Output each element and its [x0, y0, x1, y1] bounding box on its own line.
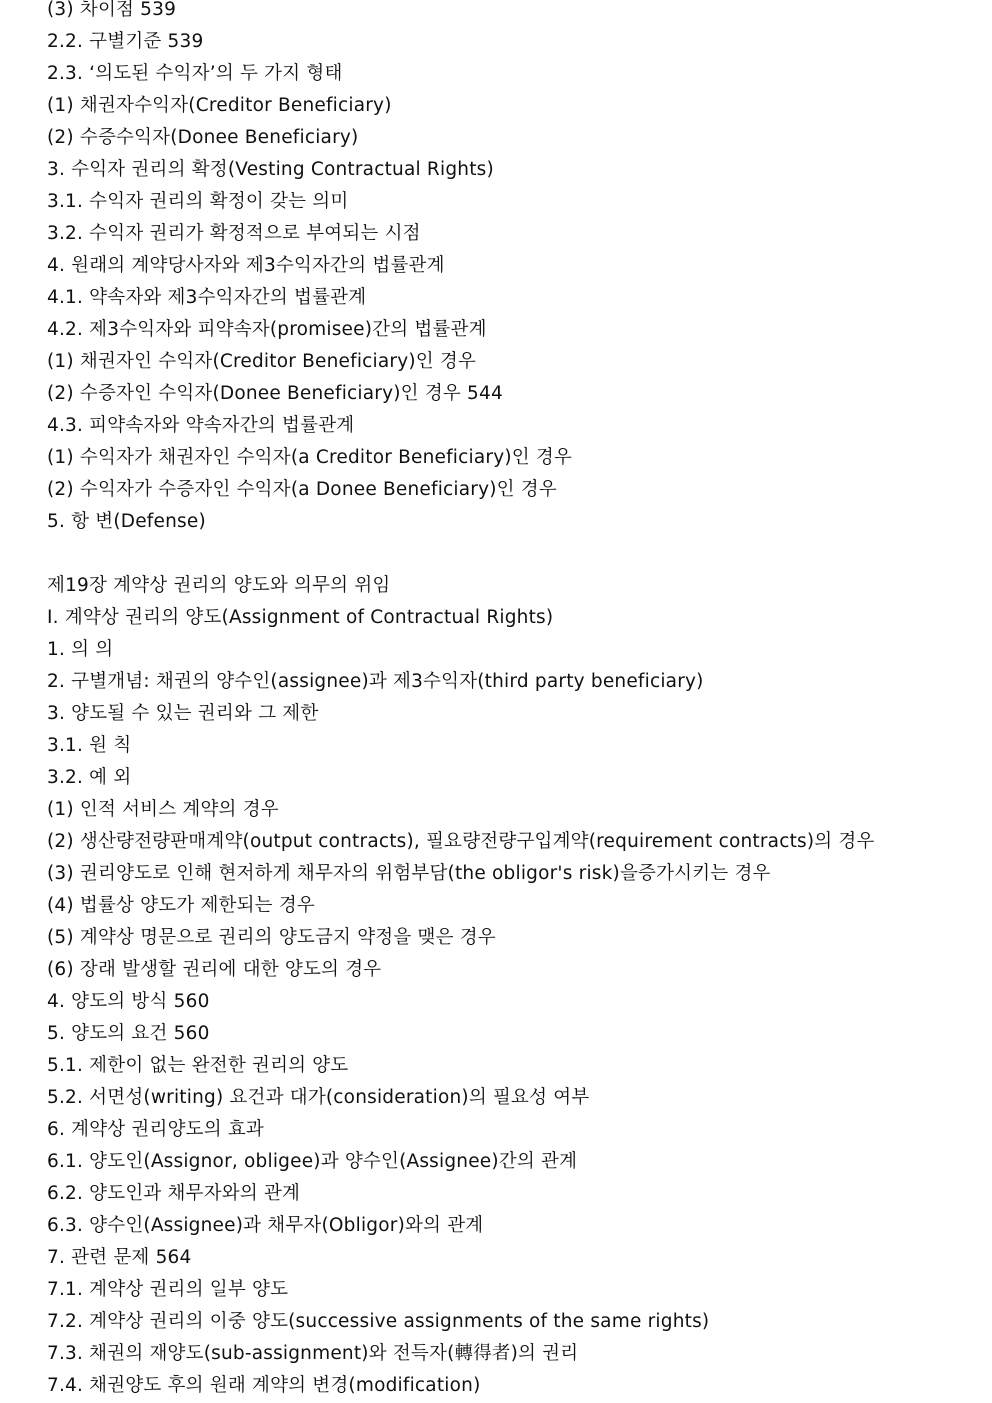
- toc-line: 4. 원래의 계약당사자와 제3수익자간의 법률관계: [47, 255, 445, 276]
- toc-line: 6.1. 양도인(Assignor, obligee)과 양수인(Assignee)간의 관계: [47, 1151, 578, 1172]
- toc-line: 1. 의 의: [47, 639, 114, 660]
- toc-line: 7.1. 계약상 권리의 일부 양도: [47, 1279, 289, 1300]
- toc-line: 4.3. 피약속자와 약속자간의 법률관계: [47, 415, 355, 436]
- toc-line: 4.2. 제3수익자와 피약속자(promisee)간의 법률관계: [47, 319, 487, 340]
- toc-line: (1) 채권자수익자(Creditor Beneficiary): [47, 95, 392, 116]
- toc-line: 7.2. 계약상 권리의 이중 양도(successive assignments of the same rights): [47, 1311, 710, 1332]
- toc-line: (3) 권리양도로 인해 현저하게 채무자의 위험부담(the obligor's risk)을증가시키는 경우: [47, 863, 771, 884]
- toc-line: (2) 수증자인 수익자(Donee Beneficiary)인 경우 544: [47, 383, 503, 404]
- toc-line: 5. 양도의 요건 560: [47, 1023, 210, 1044]
- toc-line: (2) 수익자가 수증자인 수익자(a Donee Beneficiary)인 경우: [47, 479, 557, 500]
- toc-line: (2) 생산량전량판매계약(output contracts), 필요량전량구입계약(requirement contracts)의 경우: [47, 831, 875, 852]
- toc-line: 3. 양도될 수 있는 권리와 그 제한: [47, 703, 319, 724]
- toc-line: (6) 장래 발생할 권리에 대한 양도의 경우: [47, 959, 382, 980]
- toc-line: 6. 계약상 권리양도의 효과: [47, 1119, 265, 1140]
- toc-line: 7.3. 채권의 재양도(sub-assignment)와 전득자(轉得者)의 권리: [47, 1343, 579, 1364]
- toc-line: 7. 관련 문제 564: [47, 1247, 192, 1268]
- toc-line: 2. 구별개념: 채권의 양수인(assignee)과 제3수익자(third party beneficiary): [47, 671, 704, 692]
- toc-line: 3.2. 수익자 권리가 확정적으로 부여되는 시점: [47, 223, 421, 244]
- toc-line: (1) 채권자인 수익자(Creditor Beneficiary)인 경우: [47, 351, 477, 372]
- toc-line: 3.1. 원 칙: [47, 735, 132, 756]
- toc-line: (2) 수증수익자(Donee Beneficiary): [47, 127, 359, 148]
- toc-line: 7.4. 채권양도 후의 원래 계약의 변경(modification): [47, 1375, 481, 1396]
- toc-line: 3.2. 예 외: [47, 767, 132, 788]
- chapter-heading: 제19장 계약상 권리의 양도와 의무의 위임: [47, 575, 391, 596]
- toc-line: 6.2. 양도인과 채무자와의 관계: [47, 1183, 301, 1204]
- toc-line: 3.1. 수익자 권리의 확정이 갖는 의미: [47, 191, 349, 212]
- toc-line: 2.2. 구별기준 539: [47, 31, 204, 52]
- toc-line: 5.1. 제한이 없는 완전한 권리의 양도: [47, 1055, 349, 1076]
- section-heading: Ⅰ. 계약상 권리의 양도(Assignment of Contractual Rights): [47, 607, 554, 628]
- toc-line: (1) 인적 서비스 계약의 경우: [47, 799, 279, 820]
- toc-line: 5.2. 서면성(writing) 요건과 대가(consideration)의 필요성 여부: [47, 1087, 590, 1108]
- toc-line: (3) 차이점 539: [47, 0, 177, 20]
- toc-line: 5. 항 변(Defense): [47, 511, 206, 532]
- toc-line: 6.3. 양수인(Assignee)과 채무자(Obligor)와의 관계: [47, 1215, 484, 1236]
- toc-line: 4.1. 약속자와 제3수익자간의 법률관계: [47, 287, 367, 308]
- toc-line: 3. 수익자 권리의 확정(Vesting Contractual Rights): [47, 159, 494, 180]
- toc-line: 2.3. ‘의도된 수익자’의 두 가지 형태: [47, 63, 343, 84]
- toc-line: (5) 계약상 명문으로 권리의 양도금지 약정을 맺은 경우: [47, 927, 496, 948]
- toc-line: (4) 법률상 양도가 제한되는 경우: [47, 895, 315, 916]
- blank-line: [47, 538, 977, 570]
- document-page: [47, 0, 977, 1402]
- toc-line: (1) 수익자가 채권자인 수익자(a Creditor Beneficiary)인 경우: [47, 447, 573, 468]
- toc-line: 4. 양도의 방식 560: [47, 991, 210, 1012]
